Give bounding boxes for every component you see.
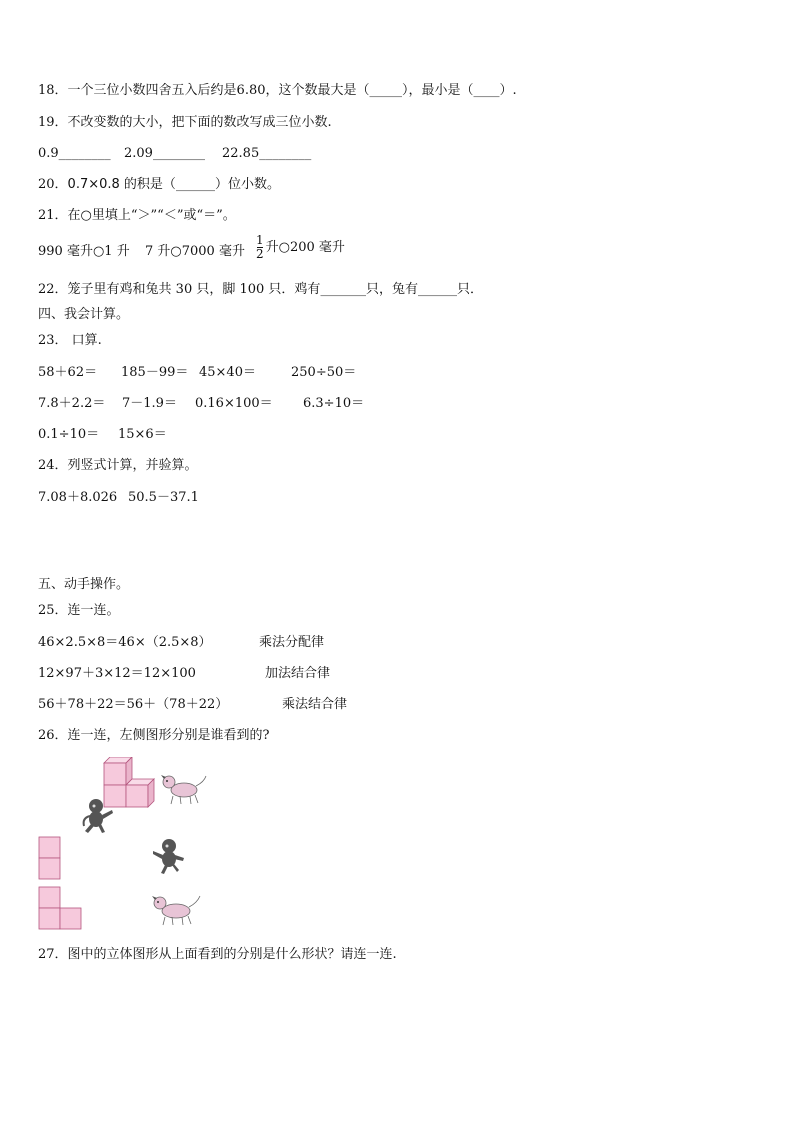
monkey-option-icon[interactable] xyxy=(151,838,187,874)
q21-fraction-denominator: 2 xyxy=(256,247,264,261)
q23-r2-c3: 0.16×100＝ xyxy=(195,396,273,411)
q20-blank[interactable]: ______ xyxy=(175,177,215,192)
q19-item-3[interactable]: 22.85________ xyxy=(222,146,312,161)
q22-text-pre: 22．笼子里有鸡和兔共 30 只，脚 100 只．鸡有 xyxy=(38,282,321,297)
question-27: 27．图中的立体图形从上面看到的分别是什么形状？请连一连. xyxy=(38,947,397,962)
question-22 xyxy=(38,281,483,299)
q21-item-3-rest: 升○200 毫升 xyxy=(265,240,345,255)
q23-r2-c1: 7.8＋2.2＝ xyxy=(38,396,106,411)
q21-fraction xyxy=(256,234,264,261)
dog-icon xyxy=(160,772,208,806)
question-25: 25．连一连。 xyxy=(38,603,120,618)
q23-r1-c2: 185－99＝ xyxy=(121,365,189,380)
q22-text-mid: 只，兔有 xyxy=(365,282,418,297)
q23-r2-c4: 6.3÷10＝ xyxy=(303,396,365,411)
q25-right-2[interactable]: 加法结合律 xyxy=(265,666,331,681)
question-20 xyxy=(38,176,280,194)
section-4-title: 四、我会计算。 xyxy=(38,307,130,322)
q21-fraction-numerator: 1 xyxy=(256,233,264,247)
q18-text-pre: 18．一个三位小数四舍五入后约是6.80，这个数最大是（ xyxy=(38,83,370,98)
q21-item-2: 7 升○7000 毫升 xyxy=(145,244,245,259)
q23-r2-c2: 7－1.9＝ xyxy=(122,396,177,411)
q23-r1-c1: 58＋62＝ xyxy=(38,365,98,380)
section-5-title: 五、动手操作。 xyxy=(38,577,130,592)
question-26: 26．连一连，左侧图形分别是谁看到的? xyxy=(38,728,270,743)
q23-r1-c3: 45×40＝ xyxy=(199,365,256,380)
q25-right-3[interactable]: 乘法结合律 xyxy=(282,697,348,712)
q25-right-1[interactable]: 乘法分配律 xyxy=(259,635,325,650)
monkey-icon xyxy=(80,798,116,834)
q18-text-post: ）. xyxy=(499,83,517,98)
q24-item-2: 50.5－37.1 xyxy=(128,490,199,505)
q20-number: 20． xyxy=(38,177,68,192)
q22-blank-chickens[interactable]: _______ xyxy=(320,282,366,297)
question-24: 24．列竖式计算，并验算。 xyxy=(38,458,198,473)
q24-item-1: 7.08＋8.026 xyxy=(38,490,118,505)
dog-option-icon[interactable] xyxy=(150,893,202,927)
question-21: 21．在○里填上“＞”“＜”或“＝”。 xyxy=(38,208,236,223)
q18-blank-max[interactable]: _____ xyxy=(369,83,402,98)
q19-item-2[interactable]: 2.09________ xyxy=(124,146,205,161)
q25-left-1[interactable]: 46×2.5×8＝46×（2.5×8） xyxy=(38,635,212,650)
q20-text-post: ）位小数。 xyxy=(214,177,280,192)
q23-r3-c2: 15×6＝ xyxy=(118,427,167,442)
q23-r3-c1: 0.1÷10＝ xyxy=(38,427,100,442)
q18-blank-min[interactable]: ____ xyxy=(473,83,500,98)
q25-left-2[interactable]: 12×97＋3×12＝12×100 xyxy=(38,666,196,681)
question-19: 19．不改变数的大小，把下面的数改写成三位小数. xyxy=(38,115,332,130)
q21-item-1: 990 毫升○1 升 xyxy=(38,244,130,259)
q23-r1-c4: 250÷50＝ xyxy=(291,365,357,380)
view-shape-2 xyxy=(38,886,84,932)
q20-text-mid: 的积是（ xyxy=(119,177,176,192)
q20-expression: 0.7×0.8 xyxy=(67,177,120,192)
q21-item-3 xyxy=(254,234,345,261)
q22-blank-rabbits[interactable]: ______ xyxy=(417,282,457,297)
question-23: 23． 口算. xyxy=(38,333,102,348)
view-shape-1 xyxy=(38,836,62,882)
q25-left-3[interactable]: 56＋78＋22＝56＋（78＋22） xyxy=(38,697,229,712)
question-18 xyxy=(38,82,517,100)
q19-item-1[interactable]: 0.9________ xyxy=(38,146,111,161)
q18-text-mid: ），最小是（ xyxy=(402,83,474,98)
q22-text-post: 只． xyxy=(456,282,483,297)
